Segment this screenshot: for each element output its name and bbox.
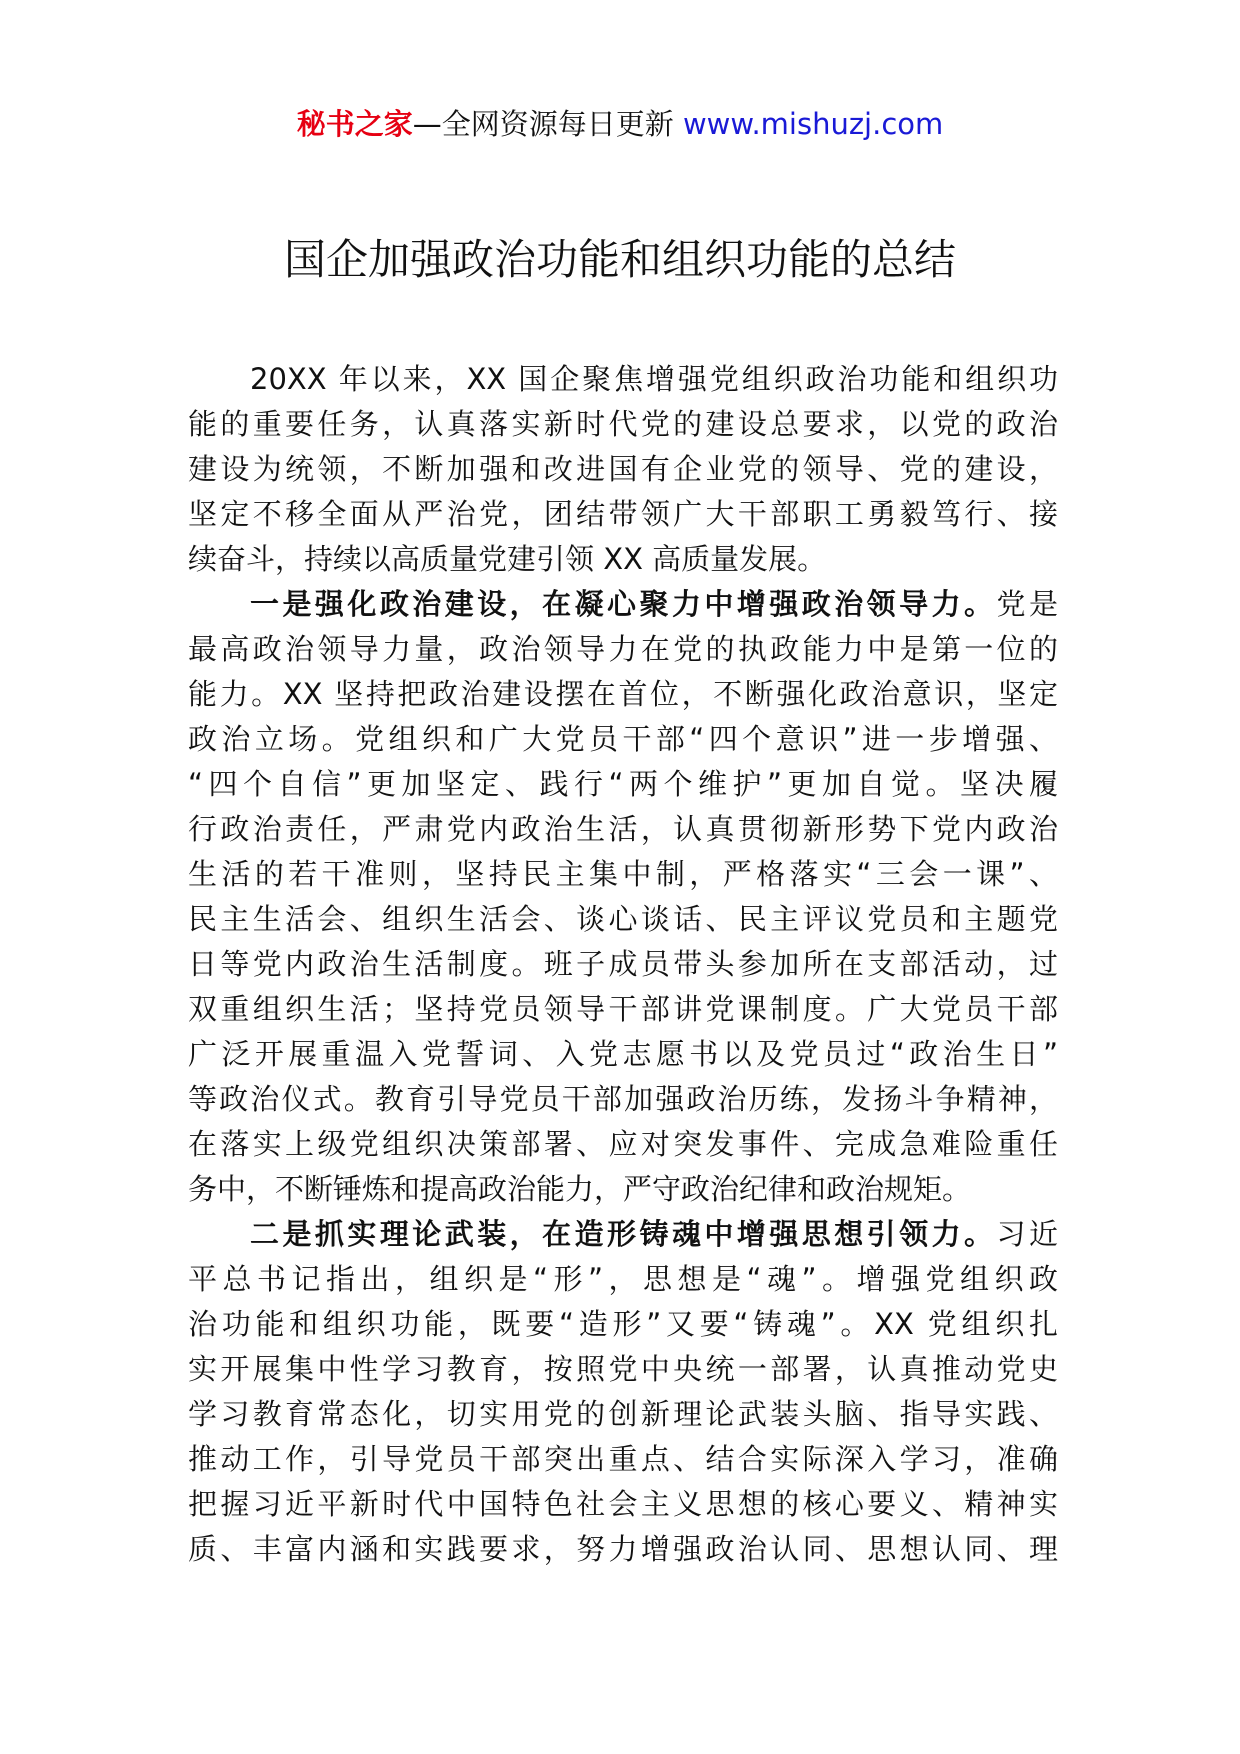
paragraph-line: 坚定不移全面从严治党，团结带领广大干部职工勇毅笃行、接: [188, 497, 1058, 531]
paragraph-line: “四个自信”更加坚定、践行“两个维护”更加自觉。坚决履: [188, 767, 1058, 801]
paragraph-line: 政治立场。党组织和广大党员干部“四个意识”进一步增强、: [188, 722, 1058, 756]
header-tagline: —全网资源每日更新: [412, 107, 674, 141]
paragraph-line: 日等党内政治生活制度。班子成员带头参加所在支部活动，过: [188, 947, 1058, 981]
page-header: [0, 104, 1240, 144]
paragraph-line: 续奋斗，持续以高质量党建引领 XX 高质量发展。: [188, 542, 827, 576]
paragraph-line: 在落实上级党组织决策部署、应对突发事件、完成急难险重任: [188, 1127, 1058, 1161]
paragraph-line: 双重组织生活；坚持党员领导干部讲党课制度。广大党员干部: [188, 992, 1058, 1026]
section-heading: 二是抓实理论武装，在造形铸魂中增强思想引领力。: [250, 1217, 997, 1251]
paragraph-line: 推动工作，引导党员干部突出重点、结合实际深入学习，准确: [188, 1442, 1058, 1476]
paragraph-text: 习近: [996, 1217, 1058, 1251]
paragraph-line: 广泛开展重温入党誓词、入党志愿书以及党员过“政治生日”: [188, 1037, 1058, 1071]
paragraph-line: 最高政治领导力量，政治领导力在党的执政能力中是第一位的: [188, 632, 1058, 666]
paragraph-line: [188, 1212, 1058, 1257]
document-body: [188, 357, 1058, 1572]
section-heading: 一是强化政治建设，在凝心聚力中增强政治领导力。: [250, 587, 997, 621]
paragraph-line: 质、丰富内涵和实践要求，努力增强政治认同、思想认同、理: [188, 1532, 1058, 1566]
paragraph-line: 能力。XX 坚持把政治建设摆在首位，不断强化政治意识，坚定: [188, 677, 1058, 711]
paragraph-line: 行政治责任，严肃党内政治生活，认真贯彻新形势下党内政治: [188, 812, 1058, 846]
paragraph-line: 20XX 年以来，XX 国企聚焦增强党组织政治功能和组织功: [250, 362, 1058, 396]
paragraph-line: 把握习近平新时代中国特色社会主义思想的核心要义、精神实: [188, 1487, 1058, 1521]
paragraph-line: 治功能和组织功能，既要“造形”又要“铸魂”。XX 党组织扎: [188, 1307, 1058, 1341]
paragraph-line: 务中，不断锤炼和提高政治能力，严守政治纪律和政治规矩。: [188, 1172, 972, 1206]
paragraph-line: 民主生活会、组织生活会、谈心谈话、民主评议党员和主题党: [188, 902, 1058, 936]
brand-name: 秘书之家: [296, 107, 413, 141]
paragraph-line: 学习教育常态化，切实用党的创新理论武装头脑、指导实践、: [188, 1397, 1058, 1431]
paragraph-line: 能的重要任务，认真落实新时代党的建设总要求，以党的政治: [188, 407, 1058, 441]
paragraph-line: 实开展集中性学习教育，按照党中央统一部署，认真推动党史: [188, 1352, 1058, 1386]
paragraph-text: 党是: [996, 587, 1058, 621]
paragraph-line: 建设为统领，不断加强和改进国有企业党的领导、党的建设，: [188, 452, 1058, 486]
paragraph-line: 生活的若干准则，坚持民主集中制，严格落实“三会一课”、: [188, 857, 1058, 891]
paragraph-line: 平总书记指出，组织是“形”，思想是“魂”。增强党组织政: [188, 1262, 1058, 1296]
document-title: 国企加强政治功能和组织功能的总结: [283, 235, 956, 284]
paragraph-line: [188, 582, 1058, 627]
website-link[interactable]: www.mishuzj.com: [682, 107, 944, 141]
paragraph-line: 等政治仪式。教育引导党员干部加强政治历练，发扬斗争精神，: [188, 1082, 1058, 1116]
